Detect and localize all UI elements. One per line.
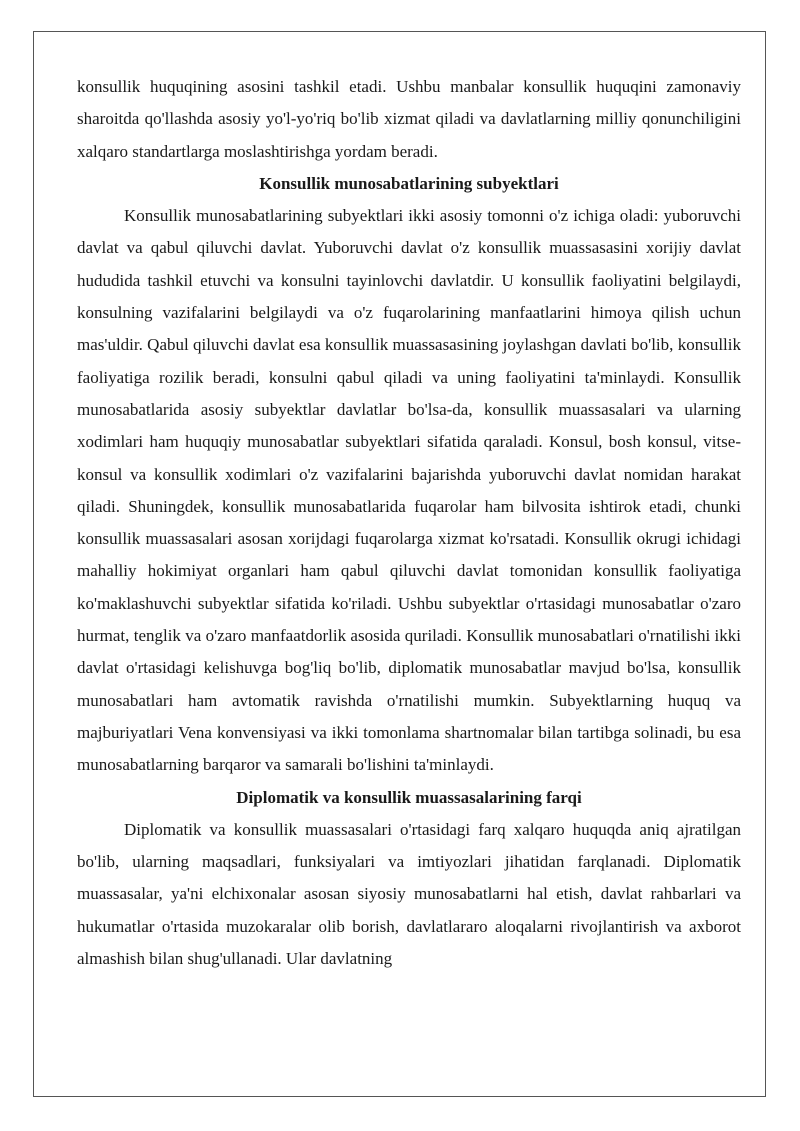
document-body bbox=[77, 71, 741, 975]
paragraph-difference: Diplomatik va konsullik muassasalari o'rtasidagi farq xalqaro huquqda aniq ajratilgan bo'lib, ularning maqsadlari, funksiyalari va imtiyozlari jihatidan farqlanadi. Diplomatik muassasalar, ya'ni elchixonalar asosan siyosiy munosabatlarni hal etish, davlat rahbarlari va hukumatlar o'rtasida muzokaralar olib borish, davlatlararo aloqalarni rivojlantirish va axborot almashish bilan shug'ullanadi. Ular davlatning bbox=[77, 819, 741, 969]
paragraph-intro: konsullik huquqining asosini tashkil etadi. Ushbu manbalar konsullik huquqini zamonaviy sharoitda qo'llashda asosiy yo'l-yo'riq bo'lib xizmat qiladi va davlatlarning milliy qonunchiligini xalqaro standartlarga moslashtirishga yordam beradi. bbox=[77, 77, 741, 161]
section-heading-difference: Diplomatik va konsullik muassasalarining farqi bbox=[236, 787, 582, 807]
section-heading-subjects: Konsullik munosabatlarining subyektlari bbox=[259, 173, 559, 193]
paragraph-subjects: Konsullik munosabatlarining subyektlari ikki asosiy tomonni o'z ichiga oladi: yuboruvchi davlat va qabul qiluvchi davlat. Yuboruvchi davlat o'z konsullik muassasasini xorijiy davlat hududida tashkil etuvchi va konsulni tayinlovchi davlatdir. U konsullik faoliyatini belgilaydi, konsulning vazifalarini belgilaydi va o'z fuqarolarining manfaatlarini himoya qilish uchun mas'uldir. Qabul qiluvchi davlat esa konsullik muassasasining joylashgan davlati bo'lib, konsullik faoliyatiga rozilik beradi, konsulni qabul qiladi va uning faoliyatini ta'minlaydi. Konsullik munosabatlarida asosiy subyektlar davlatlar bo'lsa-da, konsullik muassasalari va ularning xodimlari ham huquqiy munosabatlar subyektlari sifatida qaraladi. Konsul, bosh konsul, vitse-konsul va konsullik xodimlari o'z vazifalarini bajarishda yuboruvchi davlat nomidan harakat qiladi. Shuningdek, konsullik munosabatlarida fuqarolar ham bilvosita ishtirok etadi, chunki konsullik muassasalari asosan xorijdagi fuqarolarga xizmat ko'rsatadi. Konsullik okrugi ichidagi mahalliy hokimiyat organlari ham qabul qiluvchi davlat tomonidan konsullik faoliyatiga ko'maklashuvchi subyektlar sifatida ko'riladi. Ushbu subyektlar o'rtasidagi munosabatlar o'zaro hurmat, tenglik va o'zaro manfaatdorlik asosida quriladi. Konsullik munosabatlari o'rnatilishi ikki davlat o'rtasidagi kelishuvga bog'liq bo'lib, diplomatik munosabatlar mavjud bo'lsa, konsullik munosabatlari ham avtomatik ravishda o'rnatilishi mumkin. Subyektlarning huquq va majburiyatlari Vena konvensiyasi va ikki tomonlama shartnomalar bilan tartibga solinadi, bu esa munosabatlarning barqaror va samarali bo'lishini ta'minlaydi. bbox=[77, 206, 741, 775]
